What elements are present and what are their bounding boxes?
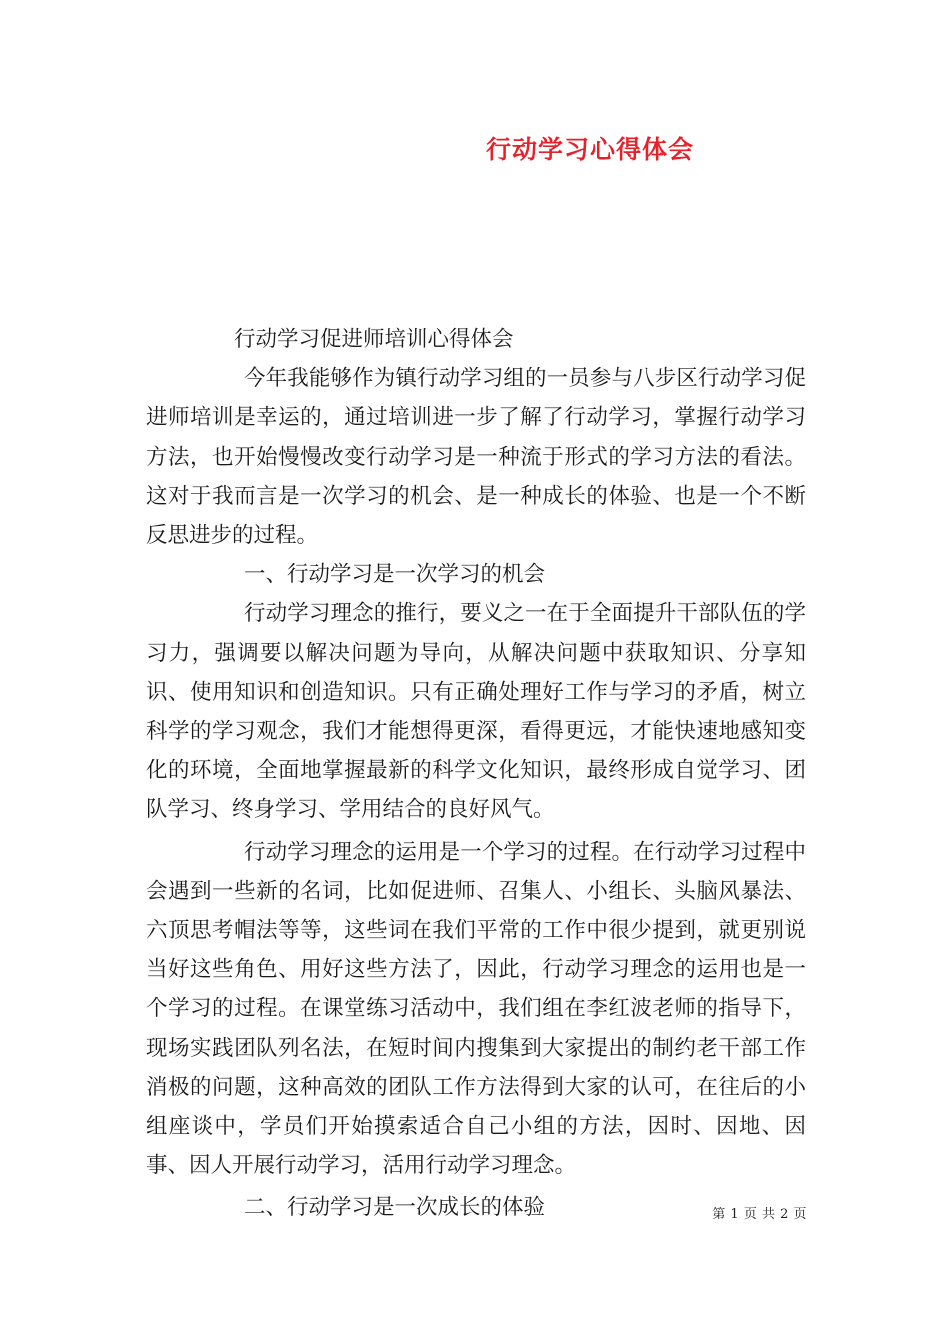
document-subtitle: 行动学习促进师培训心得体会 xyxy=(234,327,514,352)
document-body xyxy=(146,320,806,1228)
document-title: 行动学习心得体会 xyxy=(485,135,694,164)
page-number-footer: 第 1 页 共 2 页 xyxy=(712,1207,807,1222)
intro-paragraph: 今年我能够作为镇行动学习组的一员参与八步区行动学习促进师培训是幸运的，通过培训进一步了解了行动学习，掌握行动学习方法，也开始慢慢改变行动学习是一种流于形式的学习方法的看法。这对于我而言是一次学习的机会、是一种成长的体验、也是一个不断反思进步的过程。 xyxy=(146,366,806,549)
section-1-paragraph: 行动学习理念的运用是一个学习的过程。在行动学习过程中会遇到一些新的名词，比如促进师、召集人、小组长、头脑风暴法、六顶思考帽法等等，这些词在我们平常的工作中很少提到，就更别说当好这些角色、用好这些方法了，因此，行动学习理念的运用也是一个学习的过程。在课堂练习活动中，我们组在李红波老师的指导下，现场实践团队列名法，在短时间内搜集到大家提出的制约老干部工作消极的问题，这种高效的团队工作方法得到大家的认可，在往后的小组座谈中，学员们开始摸索适合自己小组的方法，因时、因地、因事、因人开展行动学习，活用行动学习理念。 xyxy=(146,839,806,1179)
section-1-paragraph: 行动学习理念的推行，要义之一在于全面提升干部队伍的学习力，强调要以解决问题为导向，从解决问题中获取知识、分享知识、使用知识和创造知识。只有正确处理好工作与学习的矛盾，树立科学的学习观念，我们才能想得更深，看得更远，才能快速地感知变化的环境，全面地掌握最新的科学文化知识，最终形成自觉学习、团队学习、终身学习、学用结合的良好风气。 xyxy=(146,601,806,823)
section-2-heading: 二、行动学习是一次成长的体验 xyxy=(244,1195,546,1221)
section-1-heading: 一、行动学习是一次学习的机会 xyxy=(244,562,546,588)
